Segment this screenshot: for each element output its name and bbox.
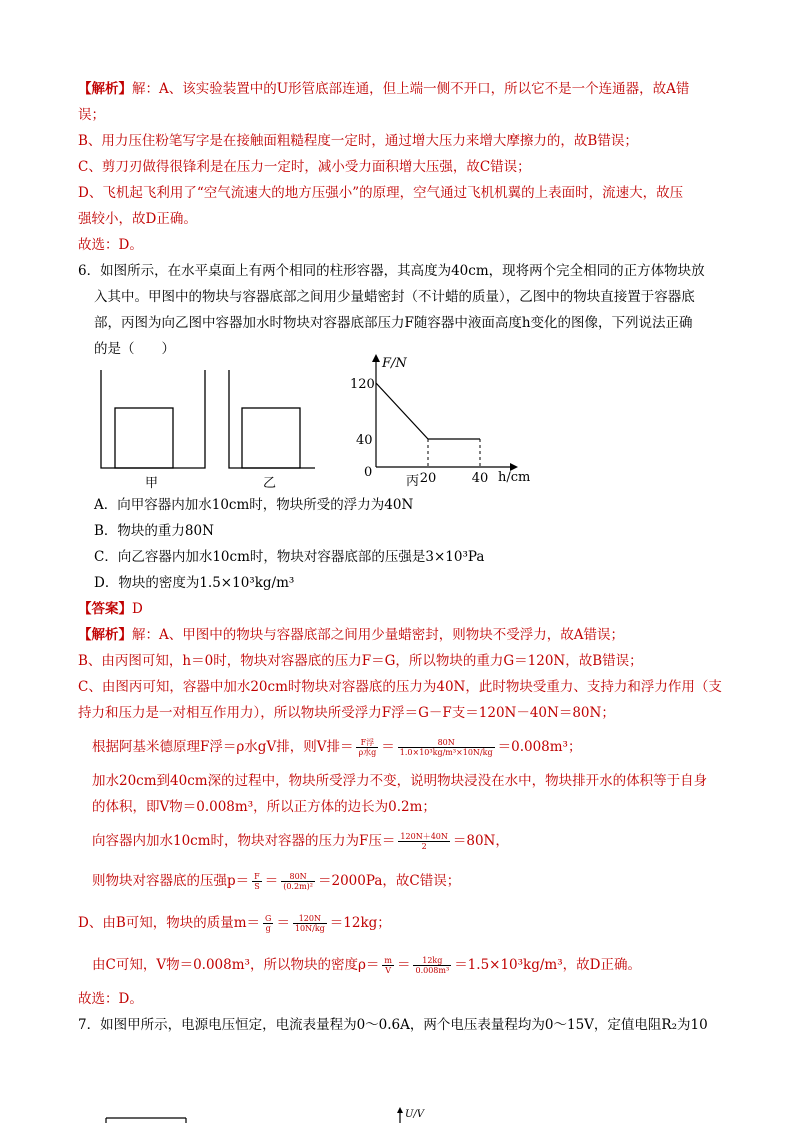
x-axis-label: h/cm [498, 470, 531, 485]
label-jia: 甲 [145, 476, 159, 491]
fraction: $\frac{120N+40N}{2}$ [400, 832, 448, 851]
q7-axis-label: U/V [405, 1109, 425, 1120]
answer6 [78, 600, 143, 618]
block-jia [115, 408, 173, 468]
fraction: $\frac{G}{g}$ [265, 914, 272, 933]
answer-tag: 【答案】 [78, 601, 132, 617]
analysis6-line-c4: 加水20cm到40cm深的过程中，物块所受浮力不变，说明物块浸没在水中，物块排开水的体积等于自身 [92, 773, 708, 789]
container-yi [229, 370, 315, 468]
analysis-tag: 【解析】 [78, 81, 132, 97]
y-axis-label: F/N [382, 356, 407, 371]
analysis6-line-c3: 根据阿基米德原理F浮＝ρ水gV排，则V排＝ $\frac{\text{F浮}}{\text{ρ水g}}$ ＝ $\frac{80N}{\text{1.0×10³kg/m³×10N/kg}}$ ＝0.008m³； [92, 738, 582, 757]
analysis5-line-a: 【解析】解：A、该实验装置中的U形管底部连通，但上端一侧不开口，所以它不是一个连通器，故A错 [78, 81, 690, 97]
y-tick-40: 40 [356, 433, 373, 448]
fraction: $\frac{120N}{10N/kg}$ [294, 914, 325, 933]
fraction: $\frac{80N}{\text{(0.2m)²}}$ [283, 872, 313, 891]
analysis5-line-c: C、剪刀刃做得很锋利是在压力一定时，减小受力面积增大压强，故C错误； [78, 159, 531, 175]
q6-option-c: C．向乙容器内加水10cm时，物块对容器底部的压强是3×10³Pa [94, 549, 485, 565]
figure-label-bing: 丙 [406, 474, 420, 489]
y-tick-120: 120 [350, 377, 375, 392]
analysis6-line-d2: 由C可知，V物＝0.008m³，所以物块的密度ρ＝ $\frac{m}{V}$ ＝ $\frac{12kg}{\text{0.008m³}}$ ＝1.5×10³kg/m³，故D正确。 [92, 956, 641, 975]
analysis6-line-b: B、由丙图可知，h＝0时，物块对容器底的压力F＝G，所以物块的重力G＝120N，故B错误； [78, 653, 643, 669]
label-yi: 乙 [263, 476, 277, 491]
block-yi [242, 408, 300, 468]
analysis-tag: 【解析】 [78, 627, 132, 643]
origin-label: 0 [364, 465, 373, 480]
analysis5-line-d2: 强较小，故D正确。 [78, 211, 197, 227]
chart-bing [340, 350, 550, 490]
fraction: $\frac{F}{S}$ [254, 872, 260, 891]
fraction: $\frac{80N}{\text{1.0×10³kg/m³×10N/kg}}$ [399, 738, 493, 757]
analysis6-line-c5: 的体积，即V物＝0.008m³，所以正方体的边长为0.2m； [92, 799, 436, 815]
series-f-line [376, 383, 480, 439]
containers-figure [95, 365, 315, 495]
x-tick-20: 20 [419, 471, 437, 486]
answer-value: D [132, 601, 143, 617]
analysis6-line-c6: 向容器内加水10cm时，物块对容器的压力为F压＝ $\frac{120N+40N}{2}$ ＝80N， [92, 832, 509, 851]
analysis5-line-a2: 误； [78, 107, 105, 123]
fraction: $\frac{\text{F浮}}{\text{ρ水g}}$ [358, 738, 377, 757]
fraction: $\frac{12kg}{\text{0.008m³}}$ [415, 956, 450, 975]
analysis6-line-c2: 持力和压力是一对相互作用力），所以物块所受浮力F浮＝G－F支＝120N－40N＝80N； [78, 705, 615, 721]
q6-stem-line2: 入其中。甲图中的物块与容器底部之间用少量蜡密封（不计蜡的质量），乙图中的物块直接置于容器底 [94, 289, 695, 305]
q6-stem-line1: 6．如图所示，在水平桌面上有两个相同的柱形容器，其高度为40cm，现将两个完全相同的正方体物块放 [78, 263, 705, 279]
q6-option-a: A．向甲容器内加水10cm时，物块所受的浮力为40N [94, 497, 414, 513]
q6-stem-line3: 部，丙图为向乙图中容器加水时物块对容器底部压力F随容器中液面高度h变化的图像，下列说法正确 [94, 315, 693, 331]
x-axis [376, 463, 518, 471]
q7-figure-partial [100, 1105, 460, 1123]
q6-option-d: D．物块的密度为1.5×10³kg/m³ [94, 575, 295, 591]
analysis6-line-a: 【解析】解：A、甲图中的物块与容器底部之间用少量蜡密封，则物块不受浮力，故A错误； [78, 627, 624, 643]
analysis6-line-c1: C、由图丙可知，容器中加水20cm时物块对容器底的压力为40N，此时物块受重力、支持力和浮力作用（支 [78, 679, 722, 695]
q6-option-b: B．物块的重力80N [94, 523, 214, 539]
q7-stem-line1: 7．如图甲所示，电源电压恒定，电流表量程为0～0.6A，两个电压表量程均为0～15V，定值电阻R₂为10 [78, 1017, 708, 1033]
q6-stem-line4: 的是（ ） [94, 341, 175, 357]
analysis6-line-c7: 则物块对容器底的压强p＝ $\frac{F}{S}$ ＝ $\frac{80N}{\text{(0.2m)²}}$ ＝2000Pa，故C错误； [92, 872, 461, 891]
x-tick-40: 40 [471, 471, 489, 486]
fraction: $\frac{m}{V}$ [384, 956, 392, 975]
analysis6-choice: 故选：D。 [78, 991, 143, 1007]
analysis5-line-b: B、用力压住粉笔写字是在接触面粗糙程度一定时，通过增大压力来增大摩擦力的，故B错误； [78, 133, 638, 149]
y-axis [372, 354, 380, 467]
analysis5-choice: 故选：D。 [78, 237, 143, 253]
container-jia [101, 370, 205, 468]
analysis5-line-d: D、飞机起飞利用了“空气流速大的地方压强小”的原理，空气通过飞机机翼的上表面时，流速大，故压 [78, 185, 684, 201]
analysis6-line-d1: D、由B可知，物块的质量m＝ $\frac{G}{g}$ ＝ $\frac{120N}{10N/kg}$ ＝12kg； [78, 914, 391, 933]
